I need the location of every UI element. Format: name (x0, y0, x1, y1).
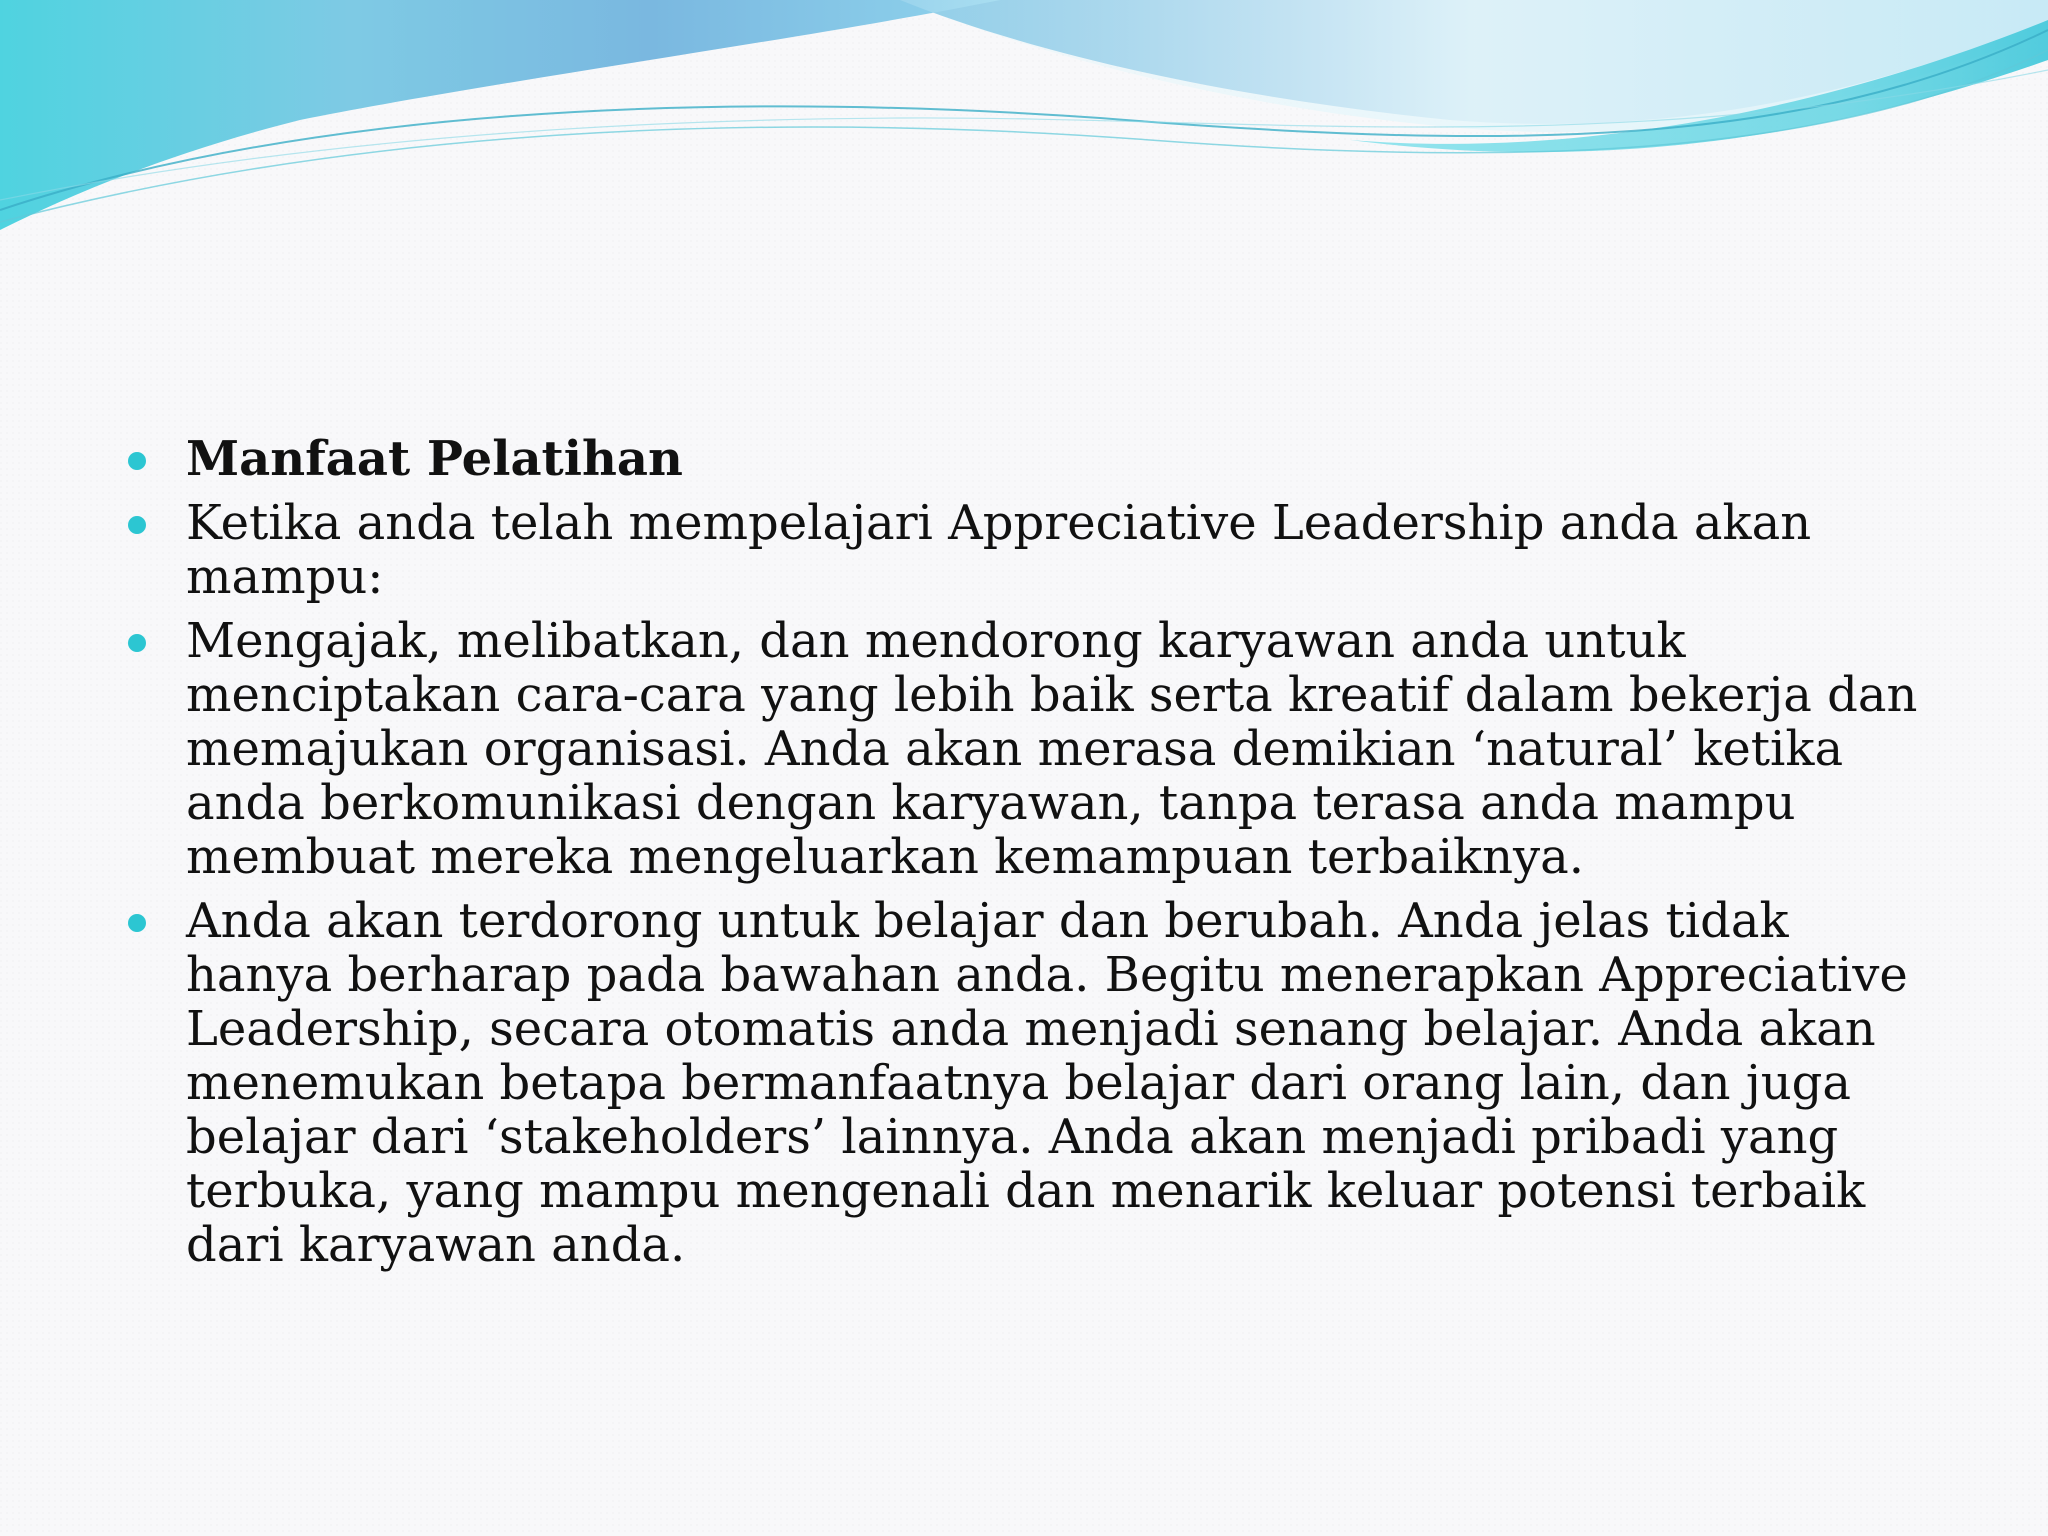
wave-band-base (0, 0, 1000, 230)
bullet-text: Anda akan terdorong untuk belajar dan berubah. Anda jelas tidak hanya berharap pada bawahan anda. Begitu menerapkan Appreciative Leadership, secara otomatis anda menjadi senang belajar. Anda akan menemukan betapa bermanfaatnya belajar dari orang lain, dan juga belajar dari ‘stakeholders’ lainnya. Anda akan menjadi pribadi yang terbuka, yang mampu mengenali dan menarik keluar potensi terbaik dari karyawan anda. (186, 893, 1908, 1273)
bullet-dot-icon (128, 914, 146, 932)
bullet-list (128, 432, 1928, 1272)
bullet-dot-icon (128, 634, 146, 652)
bullet-item (128, 432, 1928, 486)
bullet-dot-icon (128, 452, 146, 470)
bullet-dot-icon (128, 516, 146, 534)
bullet-text: Manfaat Pelatihan (186, 431, 683, 487)
bullet-text: Ketika anda telah mempelajari Appreciative Leadership anda akan mampu: (186, 495, 1812, 605)
bullet-text: Mengajak, melibatkan, dan mendorong karyawan anda untuk menciptakan cara-cara yang lebih baik serta kreatif dalam bekerja dan memajukan organisasi. Anda akan merasa demikian ‘natural’ ketika anda berkomunikasi dengan karyawan, tanpa terasa anda mampu membuat mereka mengeluarkan kemampuan terbaiknya. (186, 613, 1918, 885)
slide-body (128, 432, 1928, 1282)
bullet-item (128, 496, 1928, 604)
bullet-item (128, 894, 1928, 1272)
decorative-wave-header (0, 0, 2048, 240)
bullet-item (128, 614, 1928, 884)
